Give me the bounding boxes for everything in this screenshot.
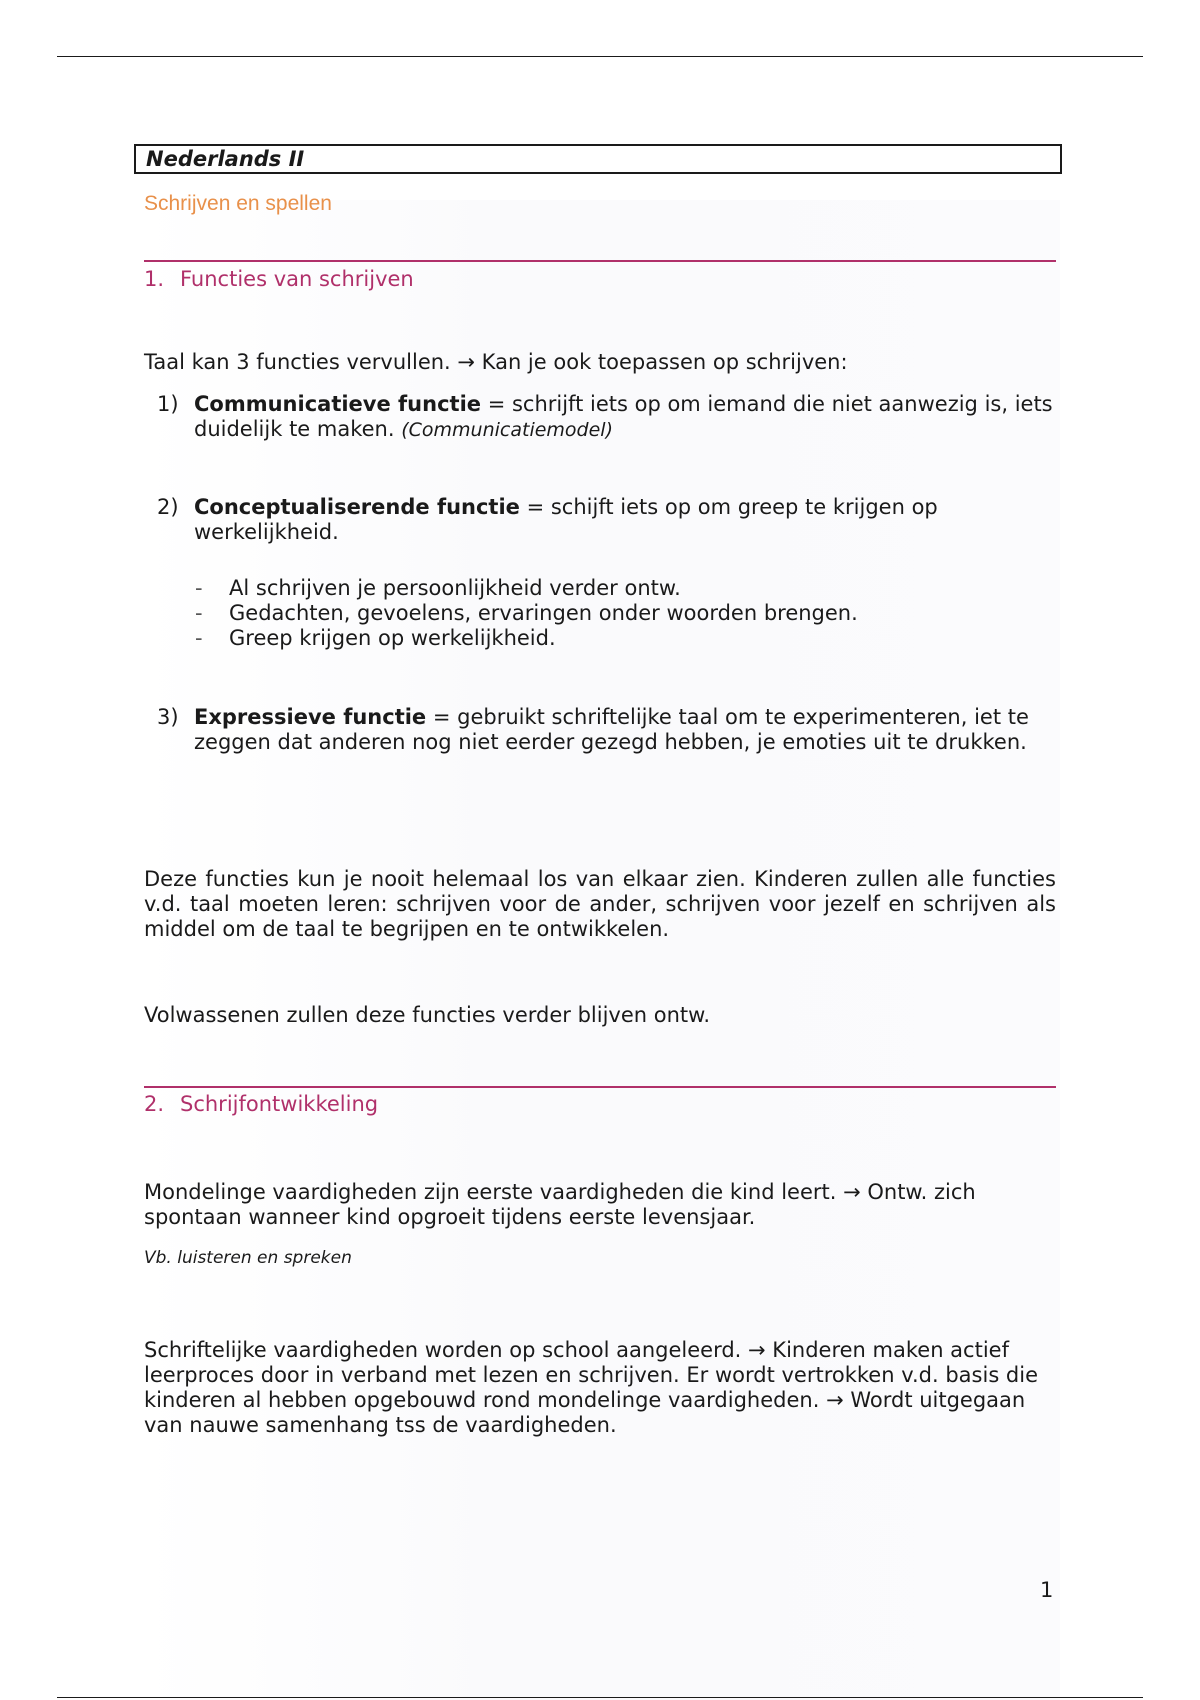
- item-number: 3): [157, 705, 179, 729]
- bullet-item: [195, 626, 556, 651]
- item-note: (Communicatiemodel): [401, 419, 613, 441]
- section-heading: [144, 1092, 378, 1116]
- paragraph: Deze functies kun je nooit helemaal los van elkaar zien. Kinderen zullen alle functies v.d. taal moeten leren: schrijven voor de ander, schrijven voor jezelf en schrijven als middel om de taal te begrijpen en te ontwikkelen.: [144, 867, 1056, 941]
- bullet-text: Al schrijven je persoonlijkheid verder ontw.: [229, 576, 681, 600]
- bullet-text: Greep krijgen op werkelijkheid.: [229, 626, 556, 650]
- bullet-marker: -: [195, 601, 203, 625]
- intro-text: Taal kan 3 functies vervullen. → Kan je ook toepassen op schrijven:: [144, 350, 848, 374]
- bullet-item: [195, 601, 858, 626]
- list-item: [157, 392, 1057, 443]
- item-definition: = schrijft iets op om iemand die niet aanwezig is, iets duidelijk te maken.: [194, 392, 1053, 441]
- item-term: Expressieve functie: [194, 705, 427, 729]
- item-term: Conceptualiserende functie: [194, 495, 520, 519]
- section-divider: [144, 1086, 1056, 1088]
- section-divider: [144, 260, 1056, 262]
- item-definition: = gebruikt schriftelijke taal om te experimenteren, iet te zeggen dat anderen nog niet eerder gezegd hebben, je emoties uit te drukken.: [194, 705, 1029, 754]
- bullet-item: [195, 576, 681, 601]
- paragraph: Volwassenen zullen deze functies verder blijven ontw.: [144, 1003, 711, 1027]
- example-text: Vb. luisteren en spreken: [144, 1248, 352, 1268]
- section-title: Functies van schrijven: [180, 267, 414, 291]
- bullet-text: Gedachten, gevoelens, ervaringen onder woorden brengen.: [229, 601, 858, 625]
- section-number: 1.: [144, 267, 165, 291]
- bottom-rule: [57, 1697, 1143, 1698]
- page-number: 1: [1040, 1578, 1054, 1602]
- top-rule: [57, 56, 1143, 57]
- item-number: 2): [157, 495, 179, 519]
- list-item: [157, 495, 1057, 545]
- paragraph: Schriftelijke vaardigheden worden op school aangeleerd. → Kinderen maken actief leerproces door in verband met lezen en schrijven. Er wordt vertrokken v.d. basis die kinderen al hebben opgebouwd rond mondelinge vaardigheden. → Wordt uitgegaan van nauwe samenhang tss de vaardigheden.: [144, 1338, 1039, 1437]
- bullet-marker: -: [195, 576, 203, 600]
- course-title: Nederlands II: [134, 144, 1062, 174]
- paragraph: Mondelinge vaardigheden zijn eerste vaardigheden die kind leert. → Ontw. zich spontaan wanneer kind opgroeit tijdens eerste levensjaar.: [144, 1180, 976, 1229]
- section-number: 2.: [144, 1092, 165, 1116]
- subtitle: Schrijven en spellen: [144, 192, 332, 215]
- item-number: 1): [157, 392, 179, 416]
- item-definition: = schijft iets op om greep te krijgen op werkelijkheid.: [194, 495, 938, 544]
- list-item: [157, 705, 1057, 755]
- section-title: Schrijfontwikkeling: [180, 1092, 379, 1116]
- section-heading: [144, 267, 414, 291]
- item-term: Communicatieve functie: [194, 392, 482, 416]
- bullet-marker: -: [195, 626, 203, 650]
